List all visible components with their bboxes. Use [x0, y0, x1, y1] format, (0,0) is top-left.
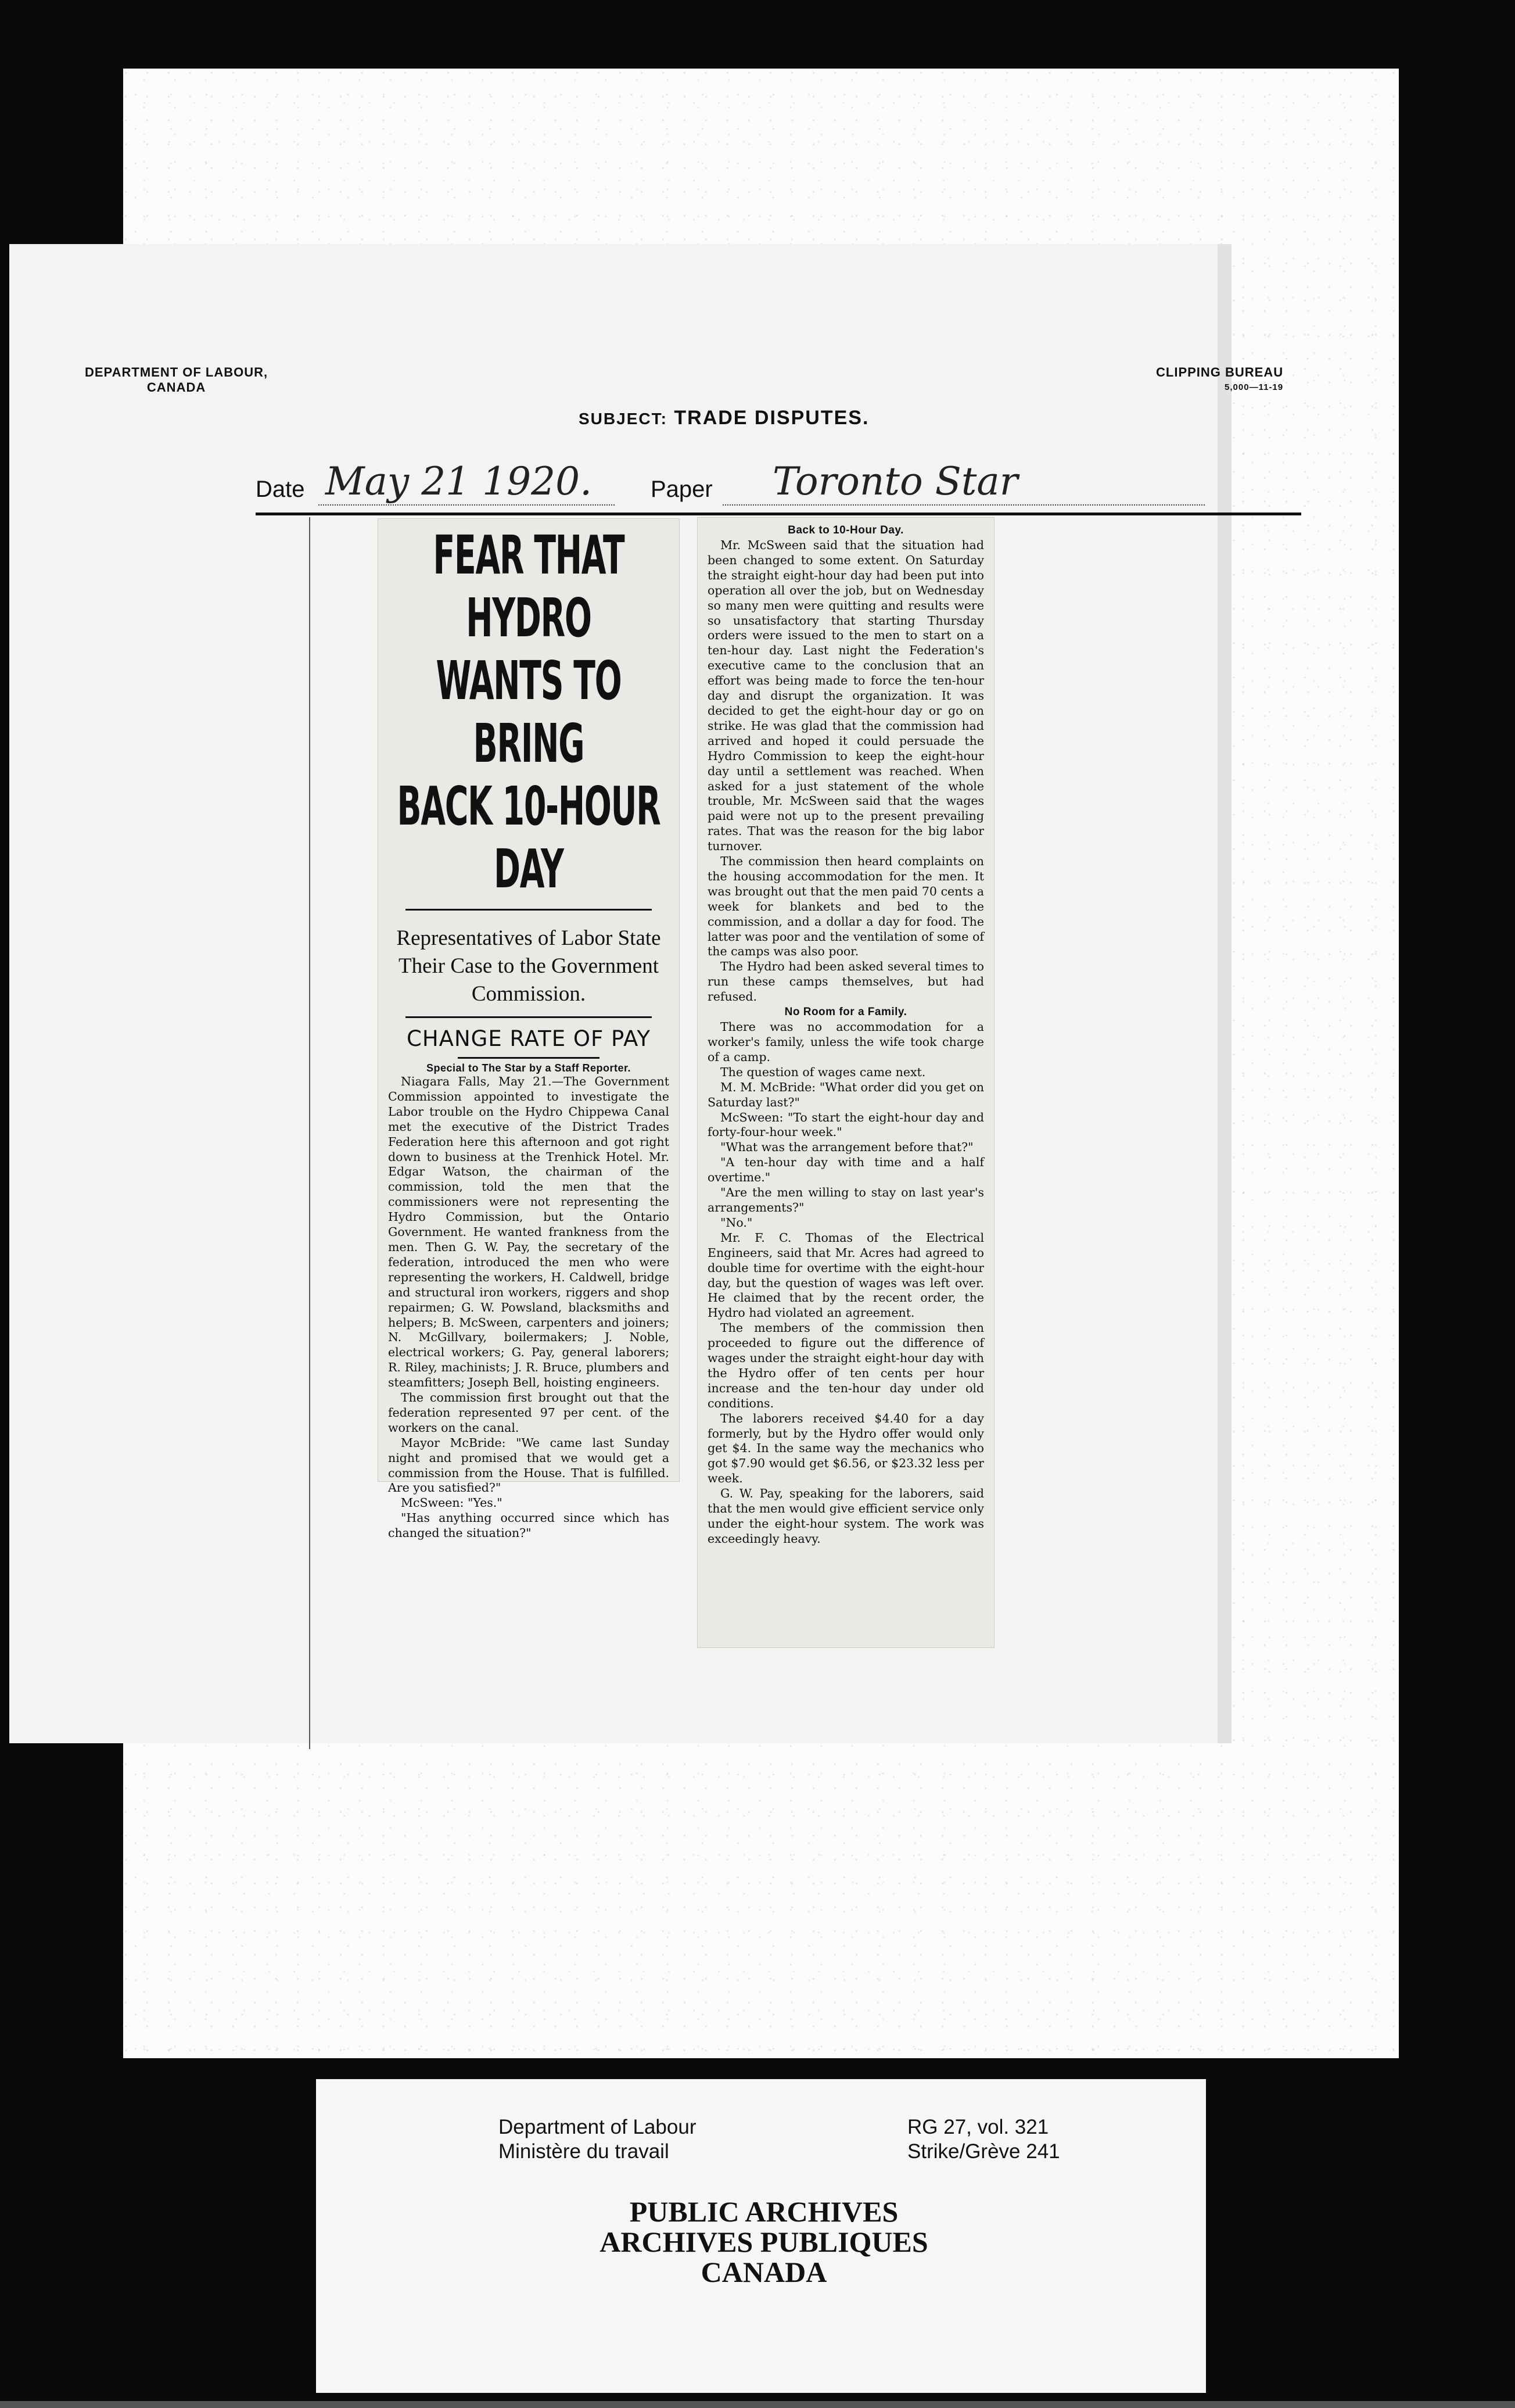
bureau-header — [1156, 365, 1283, 395]
subject-value: TRADE DISPUTES. — [674, 407, 870, 429]
archive-title: PUBLIC ARCHIVES ARCHIVES PUBLIQUES CANADA — [599, 2195, 928, 2288]
clipping-subhead: No Room for a Family. — [784, 1006, 907, 1019]
header-rule — [256, 513, 1301, 515]
margin-rule — [309, 517, 310, 1749]
paper-underline — [723, 504, 1205, 506]
clipping-body: Niagara Falls, May 21.—The Government Commission appointed to investigate the Labor trouble on the Hydro Chippewa Canal met the executive of the District Trades Federation here this afternoon and got right down to business at the Trenhick Hotel. Mr. Edgar Watson, the chairman of the commission, told the men that the commissioners were not representing the Hydro Commission, but the Ontario Government. He wanted frankness from the men. Then G. W. Pay, the secretary of the federation, introduced the men who were representing the workers, H. Caldwell, bridge and structural iron workers, riggers and shop repairmen; G. W. Powsland, blacksmiths and helpers; B. McSween, carpenters and joiners; N. McGillvary, boilermakers; J. Noble, electrical workers; G. Pay, general laborers; R. Riley, machinists; J. R. Bruce, plumbers and steamfitters; Joseph Bell, hoisting engineers. The commission first brought out that the federation represented 97 per cent. of the workers on the canal. Mayor McBride: "We came last Sunday night and promised that we would get a commission from the House. That is fulfilled. Are you satisfied?" McSween: "Yes." "Has anything occurred since which has changed the situation?" — [388, 1074, 669, 1540]
department-header — [85, 365, 268, 395]
subject-label: SUBJECT: — [579, 410, 667, 428]
divider — [405, 1016, 652, 1018]
newspaper-clipping-2 — [697, 517, 995, 1648]
newspaper-clipping-1 — [378, 518, 680, 1540]
scan-edge — [0, 2401, 1515, 2408]
form-code: 5,000—11-19 — [1225, 382, 1284, 392]
divider — [458, 1057, 599, 1059]
clipping-headline: FEAR THAT HYDRO WANTS TO BRING BACK 10-HOUR DAY — [397, 524, 660, 900]
department-country: CANADA — [146, 380, 206, 395]
date-label: Date — [256, 476, 305, 502]
clipping-subhead: Back to 10-Hour Day. — [788, 524, 904, 536]
divider — [405, 909, 652, 911]
paper-label: Paper — [651, 476, 713, 502]
archive-reference: RG 27, vol. 321 Strike/Grève 241 — [907, 2116, 1060, 2163]
date-handwritten: May 21 1920. — [325, 459, 593, 504]
date-underline — [318, 504, 615, 506]
subject-line — [579, 407, 869, 429]
clipping-deck: Representatives of Labor State Their Case to the Government Commission. — [396, 926, 661, 1006]
department-name: DEPARTMENT OF LABOUR, — [85, 365, 268, 379]
byline: Special to The Star by a Staff Reporter. — [426, 1062, 631, 1074]
paper-handwritten: Toronto Star — [773, 459, 1018, 504]
clipping-body: There was no accommodation for a worker's family, unless the wife took charge of a camp. The question of wages came next. M. M. McBride: "What order did you get on Saturday last?" McSween: "To start the eight-hour day and forty-four-hour week." "What was the arrangement before that?" "A ten-hour day with time and a half overtime." "Are the men willing to stay on last year's arrangements?" "No." Mr. F. C. Thomas of the Electrical Engineers, said that Mr. Acres had agreed to double time for overtime with the eight-hour day, but the question of wages was left over. He claimed that by the recent order, the Hydro had violated an agreement. The members of the commission then proceeded to figure out the difference of wages under the straight eight-hour day with the Hydro offer of ten cents per hour increase and the ten-hour day under old conditions. The laborers received $4.40 for a day formerly, but by the Hydro offer would only get $4. In the same way the mechanics who got $7.90 would get $6.56, or $23.32 less per week. G. W. Pay, speaking for the laborers, said that the men would give efficient service only under the eight-hour system. The work was exceedingly heavy. — [708, 1020, 984, 1546]
bureau-name: CLIPPING BUREAU — [1156, 365, 1284, 379]
clipping-subhead: CHANGE RATE OF PAY — [407, 1026, 651, 1051]
clipping-body: Mr. McSween said that the situation had been changed to some extent. On Saturday the straight eight-hour day had been put into operation all over the job, but on Wednesday so many men were quitting and results were so unsatisfactory that starting Thursday orders were issued to the men to start on a ten-hour day. Last night the Federation's executive came to the conclusion that an effort was being made to force the ten-hour day and disrupt the organization. It was decided to get the eight-hour day or go on strike. He was glad that the commission had arrived and hoped it could persuade the Hydro Commission to keep the eight-hour day until a settlement was reached. When asked for a just statement of the whole trouble, Mr. McSween said that the wages paid were not up to the present prevailing rates. That was the reason for the big labor turnover. The commission then heard complaints on the housing accommodation for the men. It was brought out that the men paid 70 cents a week for blankets and bed to the commission, and a dollar a day for food. The latter was poor and the ventilation of some of the camps was also poor. The Hydro had been asked several times to run these camps themselves, but had refused. — [708, 538, 984, 1004]
archive-department: Department of Labour Ministère du travail — [498, 2116, 697, 2163]
